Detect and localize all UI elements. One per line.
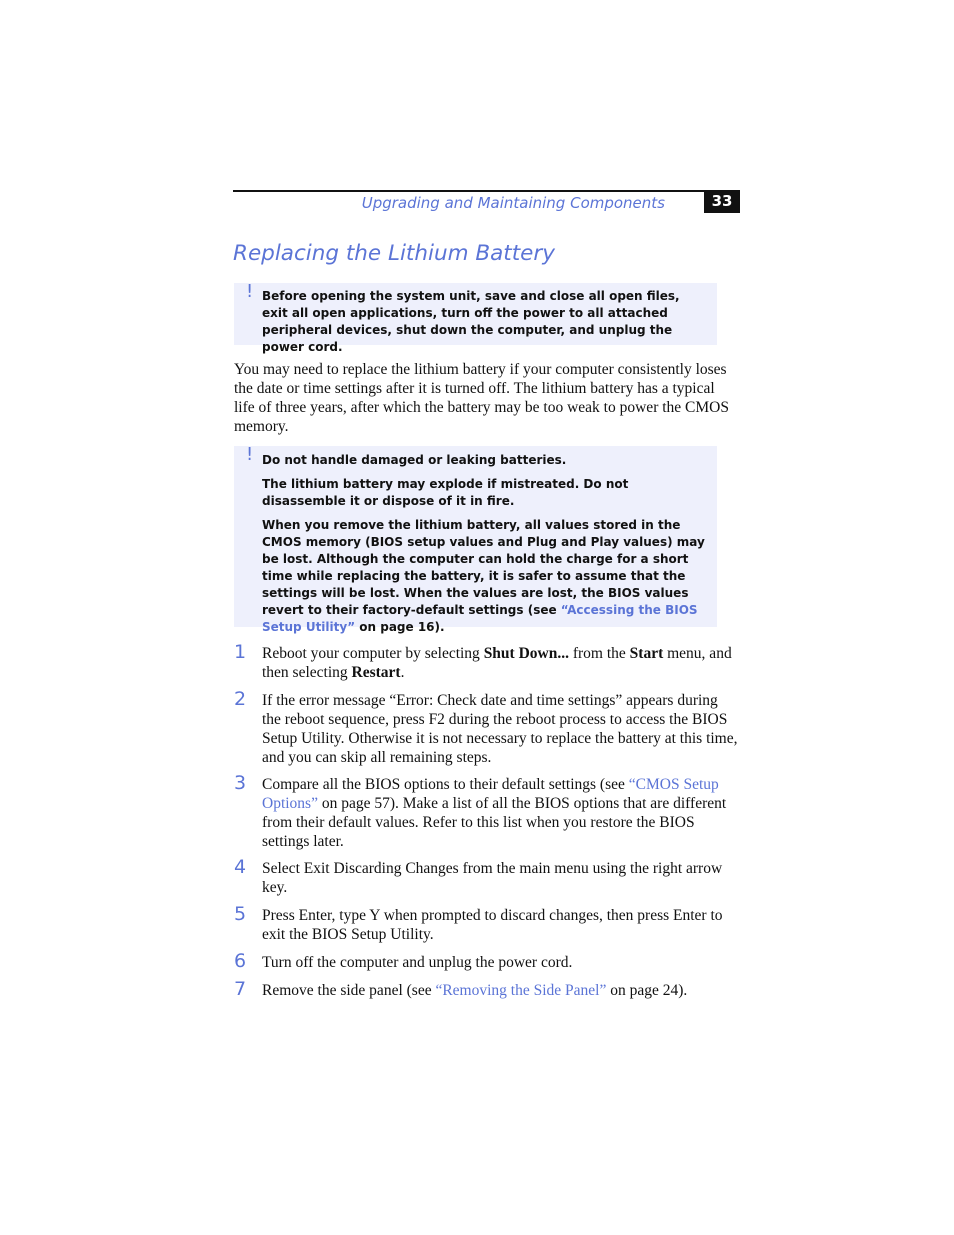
step-number: 2 <box>234 688 247 710</box>
step-text: If the error message “Error: Check date and time settings” appears during the reboot sequence, press F2 during the reboot process to access the BIOS Setup Utility. Otherwise it is not necessary to replace the battery at this time, and you can skip all remaining steps. <box>262 692 738 766</box>
step-text: Select Exit Discarding Changes from the main menu using the right arrow key. <box>262 860 723 896</box>
link-removing-side-panel[interactable]: “Removing the Side Panel” <box>435 982 607 999</box>
header-rule <box>233 190 705 192</box>
step-text: Turn off the computer and unplug the power cord. <box>262 954 573 971</box>
running-header-title: Upgrading and Maintaining Components <box>361 194 665 212</box>
step-text: Press Enter, type Y when prompted to discard changes, then press Enter to exit the BIOS Setup Utility. <box>262 907 723 943</box>
step-text: Remove the side panel (see “Removing the Side Panel” on page 24). <box>262 982 688 999</box>
intro-paragraph: You may need to replace the lithium battery if your computer consistently loses the date or time settings after it is turned off. The lithium battery has a typical life of three years, after which the battery may be too weak to power the CMOS memory. <box>234 361 729 435</box>
warning-icon: ! <box>246 444 254 465</box>
caution-note <box>234 281 717 354</box>
caution-icon: ! <box>246 281 254 302</box>
step-number: 6 <box>234 950 247 972</box>
battery-warning-note <box>234 444 717 634</box>
page-number: 33 <box>704 190 740 213</box>
link-accessing-bios[interactable]: “Accessing the BIOS Setup Utility” <box>262 603 698 634</box>
step-number: 4 <box>234 856 247 878</box>
step-number: 7 <box>234 978 247 1000</box>
warning-paragraph-1: Do not handle damaged or leaking batteries. <box>262 453 567 467</box>
step-number: 5 <box>234 903 247 925</box>
warning-paragraph-2: The lithium battery may explode if mistreated. Do not disassemble it or dispose of it in fire. <box>262 477 629 508</box>
step-text: Reboot your computer by selecting Shut Down... from the Start menu, and then selecting Restart. <box>262 645 732 681</box>
step-number: 1 <box>234 641 247 663</box>
link-cmos-setup-options[interactable]: “CMOS Setup Options” <box>262 776 719 812</box>
step-text: Compare all the BIOS options to their default settings (see “CMOS Setup Options” on page 57). Make a list of all the BIOS options that are different from their default values. Refer to this list when you restore the BIOS settings later. <box>262 776 727 850</box>
section-title: Replacing the Lithium Battery <box>233 241 555 266</box>
step-number: 3 <box>234 772 247 794</box>
warning-paragraph-3: When you remove the lithium battery, all values stored in the CMOS memory (BIOS setup values and Plug and Play values) may be lost. Although the computer can hold the charge for a short time while replacing the battery, it is safer to assume that the settings will be lost. When the values are lost, the BIOS values revert to their factory-default settings (see “Accessing the BIOS Setup Utility” on page 16). <box>262 518 705 634</box>
caution-text: Before opening the system unit, save and close all open files, exit all open applications, turn off the power to all attached peripheral devices, shut down the computer, and unplug the power cord. <box>262 289 680 354</box>
